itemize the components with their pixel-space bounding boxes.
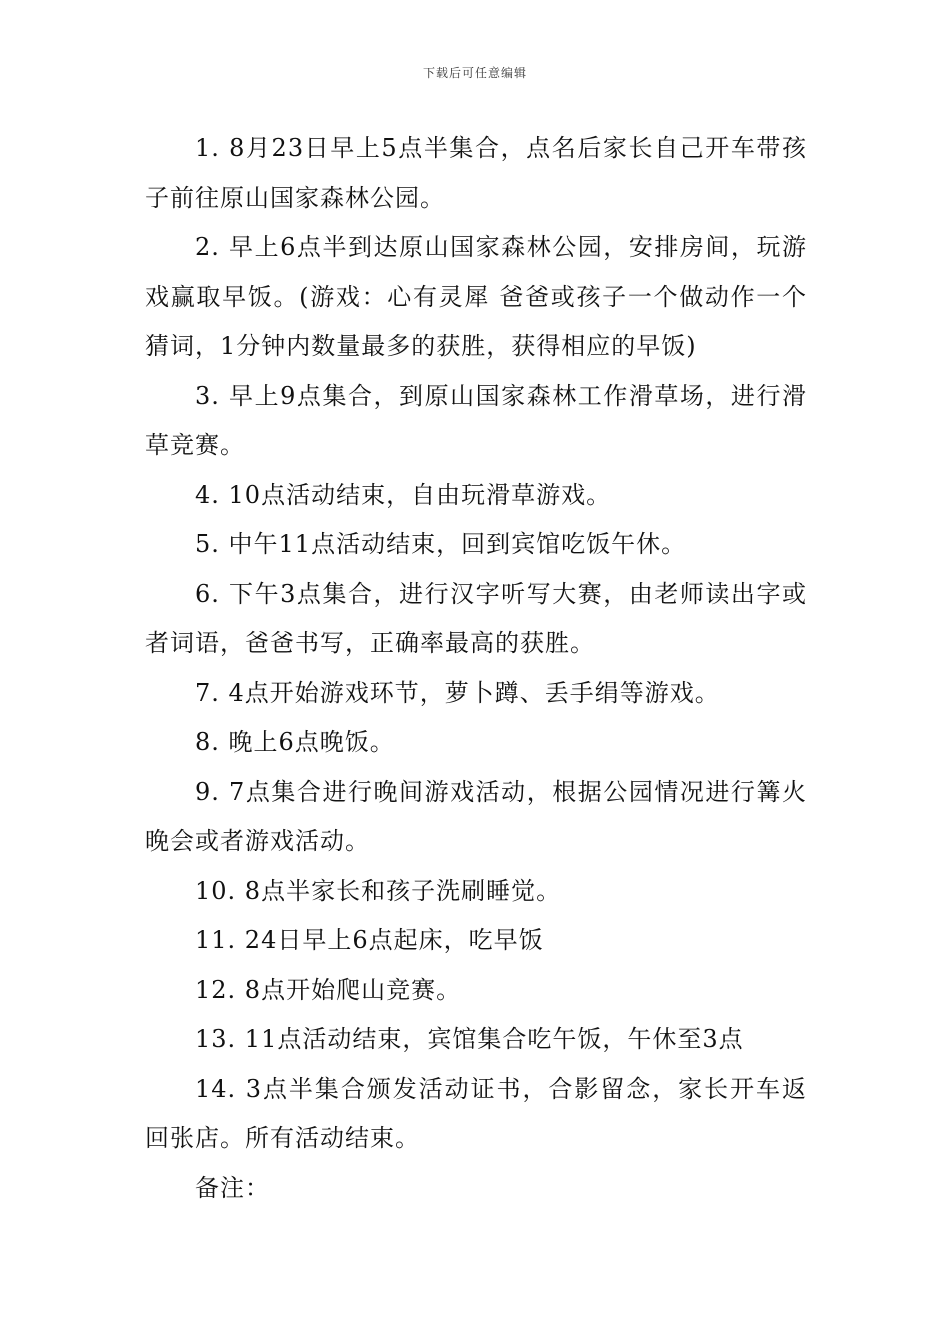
schedule-item-3: 3. 早上9点集合，到原山国家森林工作滑草场，进行滑草竞赛。	[145, 381, 807, 459]
schedule-item-11: 11. 24日早上6点起床，吃早饭	[195, 926, 544, 954]
schedule-item-4: 4. 10点活动结束，自由玩滑草游戏。	[195, 480, 612, 509]
document-body	[145, 124, 807, 1213]
schedule-item-5: 5. 中午11点活动结束，回到宾馆吃饭午休。	[195, 530, 687, 558]
schedule-item-1: 1. 8月23日早上5点半集合，点名后家长自己开车带孩子前往原山国家森林公园。	[145, 134, 807, 212]
schedule-item-12: 12. 8点开始爬山竞赛。	[195, 975, 462, 1004]
page-header-watermark: 下载后可任意编辑	[422, 66, 527, 80]
schedule-item-10: 10. 8点半家长和孩子洗刷睡觉。	[195, 876, 562, 905]
schedule-item-7: 7. 4点开始游戏环节，萝卜蹲、丢手绢等游戏。	[195, 678, 720, 707]
schedule-item-13: 13. 11点活动结束，宾馆集合吃午饭，午休至3点	[195, 1025, 744, 1053]
schedule-item-2: 2. 早上6点半到达原山国家森林公园，安排房间，玩游戏赢取早饭。(游戏：心有灵犀 爸爸或孩子一个做动作一个猜词，1分钟内数量最多的获胜，获得相应的早饭)	[145, 233, 807, 360]
schedule-item-6: 6. 下午3点集合，进行汉字听写大赛，由老师读出字或者词语，爸爸书写，正确率最高的获胜。	[145, 579, 807, 657]
schedule-item-8: 8. 晚上6点晚饭。	[195, 728, 395, 756]
schedule-item-9: 9. 7点集合进行晚间游戏活动，根据公园情况进行篝火晚会或者游戏活动。	[145, 777, 807, 855]
schedule-item-14: 14. 3点半集合颁发活动证书，合影留念，家长开车返回张店。所有活动结束。	[145, 1074, 807, 1152]
remarks-heading: 备注：	[195, 1173, 270, 1202]
